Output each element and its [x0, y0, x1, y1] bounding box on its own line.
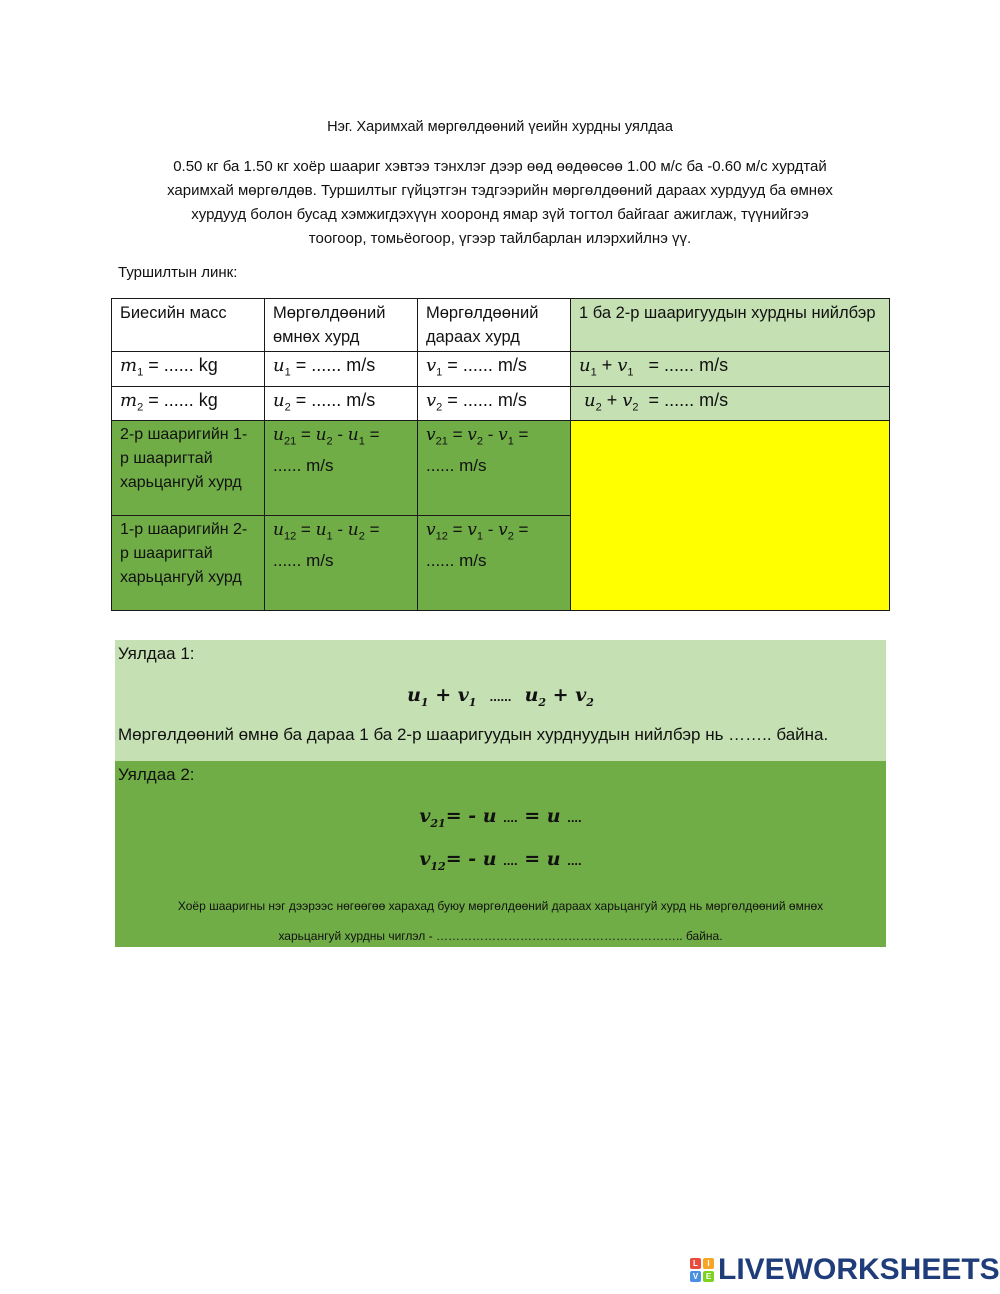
conclusion-1-sentence[interactable]: Мөргөлдөөний өмнө ба дараа 1 ба 2-р шааригуудын хурднуудын нийлбэр нь …….. байна.	[118, 725, 829, 744]
conclusion-2-label: Уялдаа 2:	[118, 765, 195, 784]
conclusion-2-box	[115, 761, 886, 947]
intro-paragraph	[125, 155, 875, 251]
conclusion-1-box	[115, 640, 886, 761]
u1-cell[interactable]: $u_1$ = ...... m/s	[265, 352, 418, 387]
header-mass: Биесийн масс	[112, 299, 265, 352]
table-row	[112, 352, 890, 387]
table-header-row	[112, 299, 890, 352]
header-velocity-before: Мөргөлдөөний өмнөх хурд	[265, 299, 418, 352]
measurement-table	[111, 298, 890, 611]
intro-line: хурдууд болон бусад хэмжигдэхүүн хооронд ямар зүй тогтол байгааг ажиглаж, түүнийгээ	[191, 206, 809, 223]
liveworksheets-logo	[690, 1252, 1000, 1288]
table-row	[112, 421, 890, 516]
table-row	[112, 386, 890, 421]
header-velocity-after: Мөргөлдөөний дараах хурд	[418, 299, 571, 352]
mass-1-cell[interactable]: $m_1$ = ...... kg	[112, 352, 265, 387]
conclusion-1-label: Уялдаа 1:	[118, 644, 195, 663]
intro-line: харимхай мөргөлдөв. Туршилтыг гүйцэтгэн тэдгээрийн мөргөлдөөний дараах хурдууд ба өмнөх	[167, 182, 833, 199]
conclusion-2-formula-v12[interactable]: $v_{12}= - u$ .... = u ....	[419, 848, 582, 873]
v21-cell[interactable]: $v_{21} = v_2 - v_1$ = ...... m/s	[418, 421, 571, 516]
conclusion-1-formula[interactable]: $u_1 + v_1$ ...... $u_2 + v_2$	[407, 684, 594, 709]
page-title: Нэг. Харимхай мөргөлдөөний үеийн хурдны уялдаа	[327, 119, 673, 135]
intro-line: 0.50 кг ба 1.50 кг хоёр шаариг хэвтээ тэнхлэг дээр өөд өөдөөсөө 1.00 м/с ба -0.60 м/с хурдтай	[173, 158, 827, 175]
u12-cell[interactable]: $u_{12} = u_1 - u_2$ = ...... m/s	[265, 516, 418, 611]
relative-velocity-12-label: 1-р шааригийн 2-р шааригтай харьцангуй хурд	[112, 516, 265, 611]
v2-cell[interactable]: $v_2$ = ...... m/s	[418, 386, 571, 421]
header-velocity-sum: 1 ба 2-р шааригуудын хурдны нийлбэр	[571, 299, 890, 352]
sum-u1-v1-cell[interactable]: $u_1 + v_1$ = ...... m/s	[571, 352, 890, 387]
v1-cell[interactable]: $v_1$ = ...... m/s	[418, 352, 571, 387]
mass-2-cell[interactable]: $m_2$ = ...... kg	[112, 386, 265, 421]
v12-cell[interactable]: $v_{12} = v_1 - v_2$ = ...... m/s	[418, 516, 571, 611]
logo-mark-icon: L I V E	[690, 1258, 714, 1282]
intro-line: тоогоор, томьёогоор, үгээр тайлбарлан илэрхийлнэ үү.	[308, 230, 692, 247]
conclusion-2-line-2[interactable]: харьцангуй хурдны чиглэл - …………………………………………………….. байна.	[278, 929, 723, 943]
relative-velocity-21-label: 2-р шааригийн 1-р шааригтай харьцангуй хурд	[112, 421, 265, 516]
highlight-area	[571, 421, 890, 611]
u2-cell[interactable]: $u_2$ = ...... m/s	[265, 386, 418, 421]
sum-u2-v2-cell[interactable]: $u_2 + v_2$ = ...... m/s	[571, 386, 890, 421]
conclusion-2-formula-v21[interactable]: $v_{21}= - u$ .... = u ....	[419, 805, 582, 830]
conclusion-2-line-1: Хоёр шааригны нэг дээрээс нөгөөгөө харахад буюу мөргөлдөөний дараах харьцангуй хурд нь мөргөлдөөний өмнөх	[177, 899, 824, 913]
logo-text: LIVEWORKSHEETS	[718, 1253, 1000, 1286]
u21-cell[interactable]: $u_{21} = u_2 - u_1$ = ...... m/s	[265, 421, 418, 516]
experiment-link-label: Туршилтын линк:	[118, 264, 238, 281]
